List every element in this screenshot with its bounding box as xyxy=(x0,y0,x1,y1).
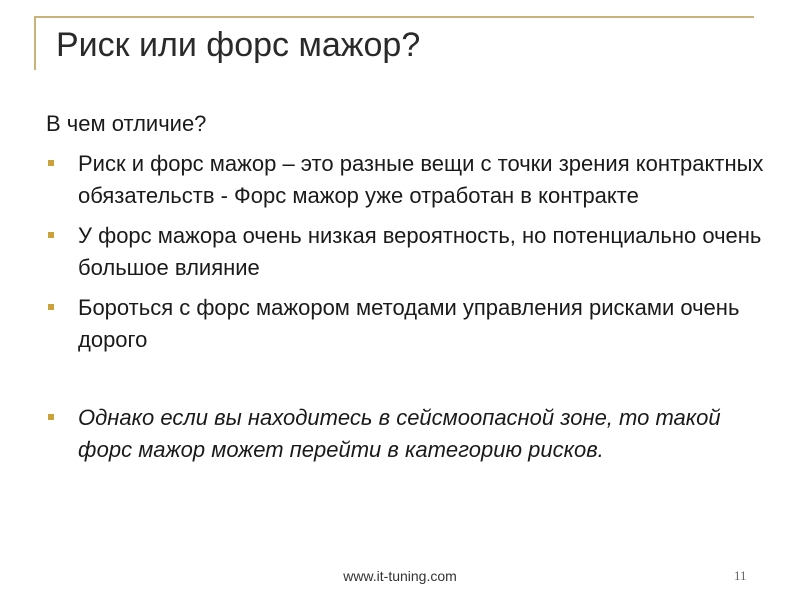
title-frame xyxy=(34,16,754,70)
bullet-item xyxy=(46,402,766,466)
square-bullet-icon xyxy=(48,232,54,238)
bullet-text: Однако если вы находитесь в сейсмоопасной зоне, то такой форс мажор может перейти в категорию рисков. xyxy=(78,405,721,462)
bullet-text: У форс мажора очень низкая вероятность, но потенциально очень большое влияние xyxy=(78,223,762,280)
bullet-text: Бороться с форс мажором методами управления рисками очень дорого xyxy=(78,295,740,352)
square-bullet-icon xyxy=(48,160,54,166)
page-number: 11 xyxy=(734,568,747,583)
bullet-item xyxy=(46,148,766,212)
slide-title: Риск или форс мажор? xyxy=(56,26,421,64)
slide-content xyxy=(46,108,766,474)
title-frame-left-line xyxy=(34,16,36,70)
footer-url: www.it-tuning.com xyxy=(343,568,457,584)
bullet-list xyxy=(46,148,766,466)
intro-text: В чем отличие? xyxy=(46,111,207,136)
bullet-item xyxy=(46,220,766,284)
bullet-text: Риск и форс мажор – это разные вещи с точки зрения контрактных обязательств - Форс мажор уже отработан в контракте xyxy=(78,151,764,208)
square-bullet-icon xyxy=(48,304,54,310)
square-bullet-icon xyxy=(48,414,54,420)
title-frame-top-line xyxy=(34,16,754,18)
bullet-item xyxy=(46,292,766,356)
